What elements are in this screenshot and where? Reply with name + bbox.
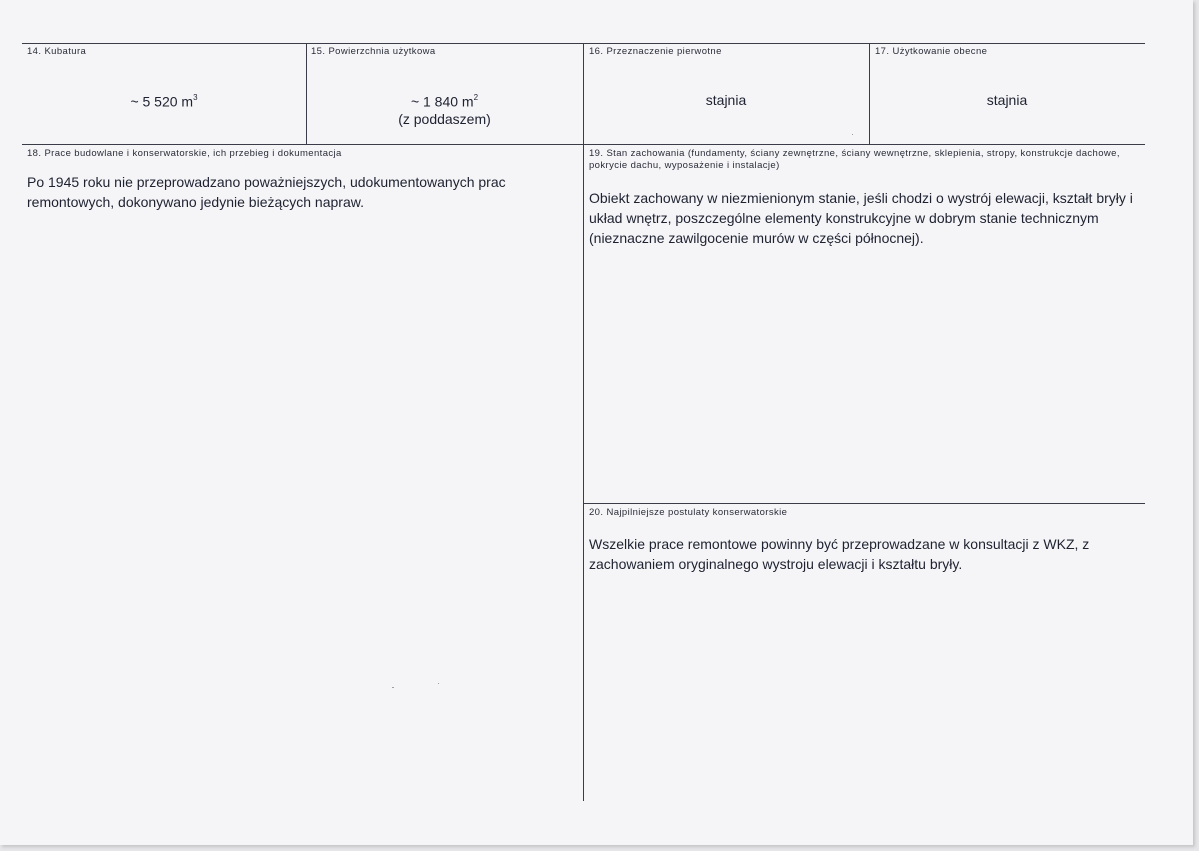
field-15-unit-exponent: 2 <box>473 93 479 102</box>
field-15-note: (z poddaszem) <box>398 110 491 127</box>
field-15-amount: ~ 1 840 m <box>410 93 474 110</box>
field-16-value: stajnia <box>705 92 747 108</box>
section-20-top-rule <box>583 503 1145 504</box>
section-19-label: 19. Stan zachowania (fundamenty, ściany zewnętrzne, ściany wewnętrzne, sklepienia, stropy, konstrukcje dachowe, pokrycie dachu, wyposażenie i instalacje) <box>589 148 1120 171</box>
field-14-amount: ~ 5 520 m <box>130 93 194 110</box>
field-17-label: 17. Użytkowanie obecne <box>875 46 988 57</box>
field-15-value <box>306 90 583 128</box>
section-18-text: Po 1945 roku nie przeprowadzano poważniejszych, udokumentowanych prac remontowych, dokonywano jedynie bieżących napraw. <box>27 174 506 210</box>
field-14-label: 14. Kubatura <box>27 46 87 57</box>
field-14-unit-exponent: 3 <box>193 93 198 102</box>
field-15-label: 15. Powierzchnia użytkowa <box>311 46 436 57</box>
section-20-label: 20. Najpilniejsze postulaty konserwatorskie <box>589 507 788 518</box>
section-20-text: Wszelkie prace remontowe powinny być przeprowadzane w konsultacji z WKZ, z zachowaniem oryginalnego wystroju elewacji i kształtu bryły. <box>589 536 1090 572</box>
paper-speck <box>852 134 853 135</box>
main-column-divider <box>583 43 584 801</box>
section-19-text: Obiekt zachowany w niezmienionym stanie, jeśli chodzi o wystrój elewacji, kształt bryły i układ wnętrz, poszczególne elementy konstrukcyjne w dobrym stanie technicznym (nieznaczne zawilgocenie murów w części północnej). <box>589 190 1133 246</box>
section-18-label: 18. Prace budowlane i konserwatorskie, ich przebieg i dokumentacja <box>27 148 342 159</box>
field-16-label: 16. Przeznaczenie pierwotne <box>589 46 722 57</box>
field-17-value: stajnia <box>986 92 1028 108</box>
field-14-value <box>22 90 306 111</box>
paper-speck <box>392 687 394 688</box>
paper-speck <box>438 683 439 684</box>
